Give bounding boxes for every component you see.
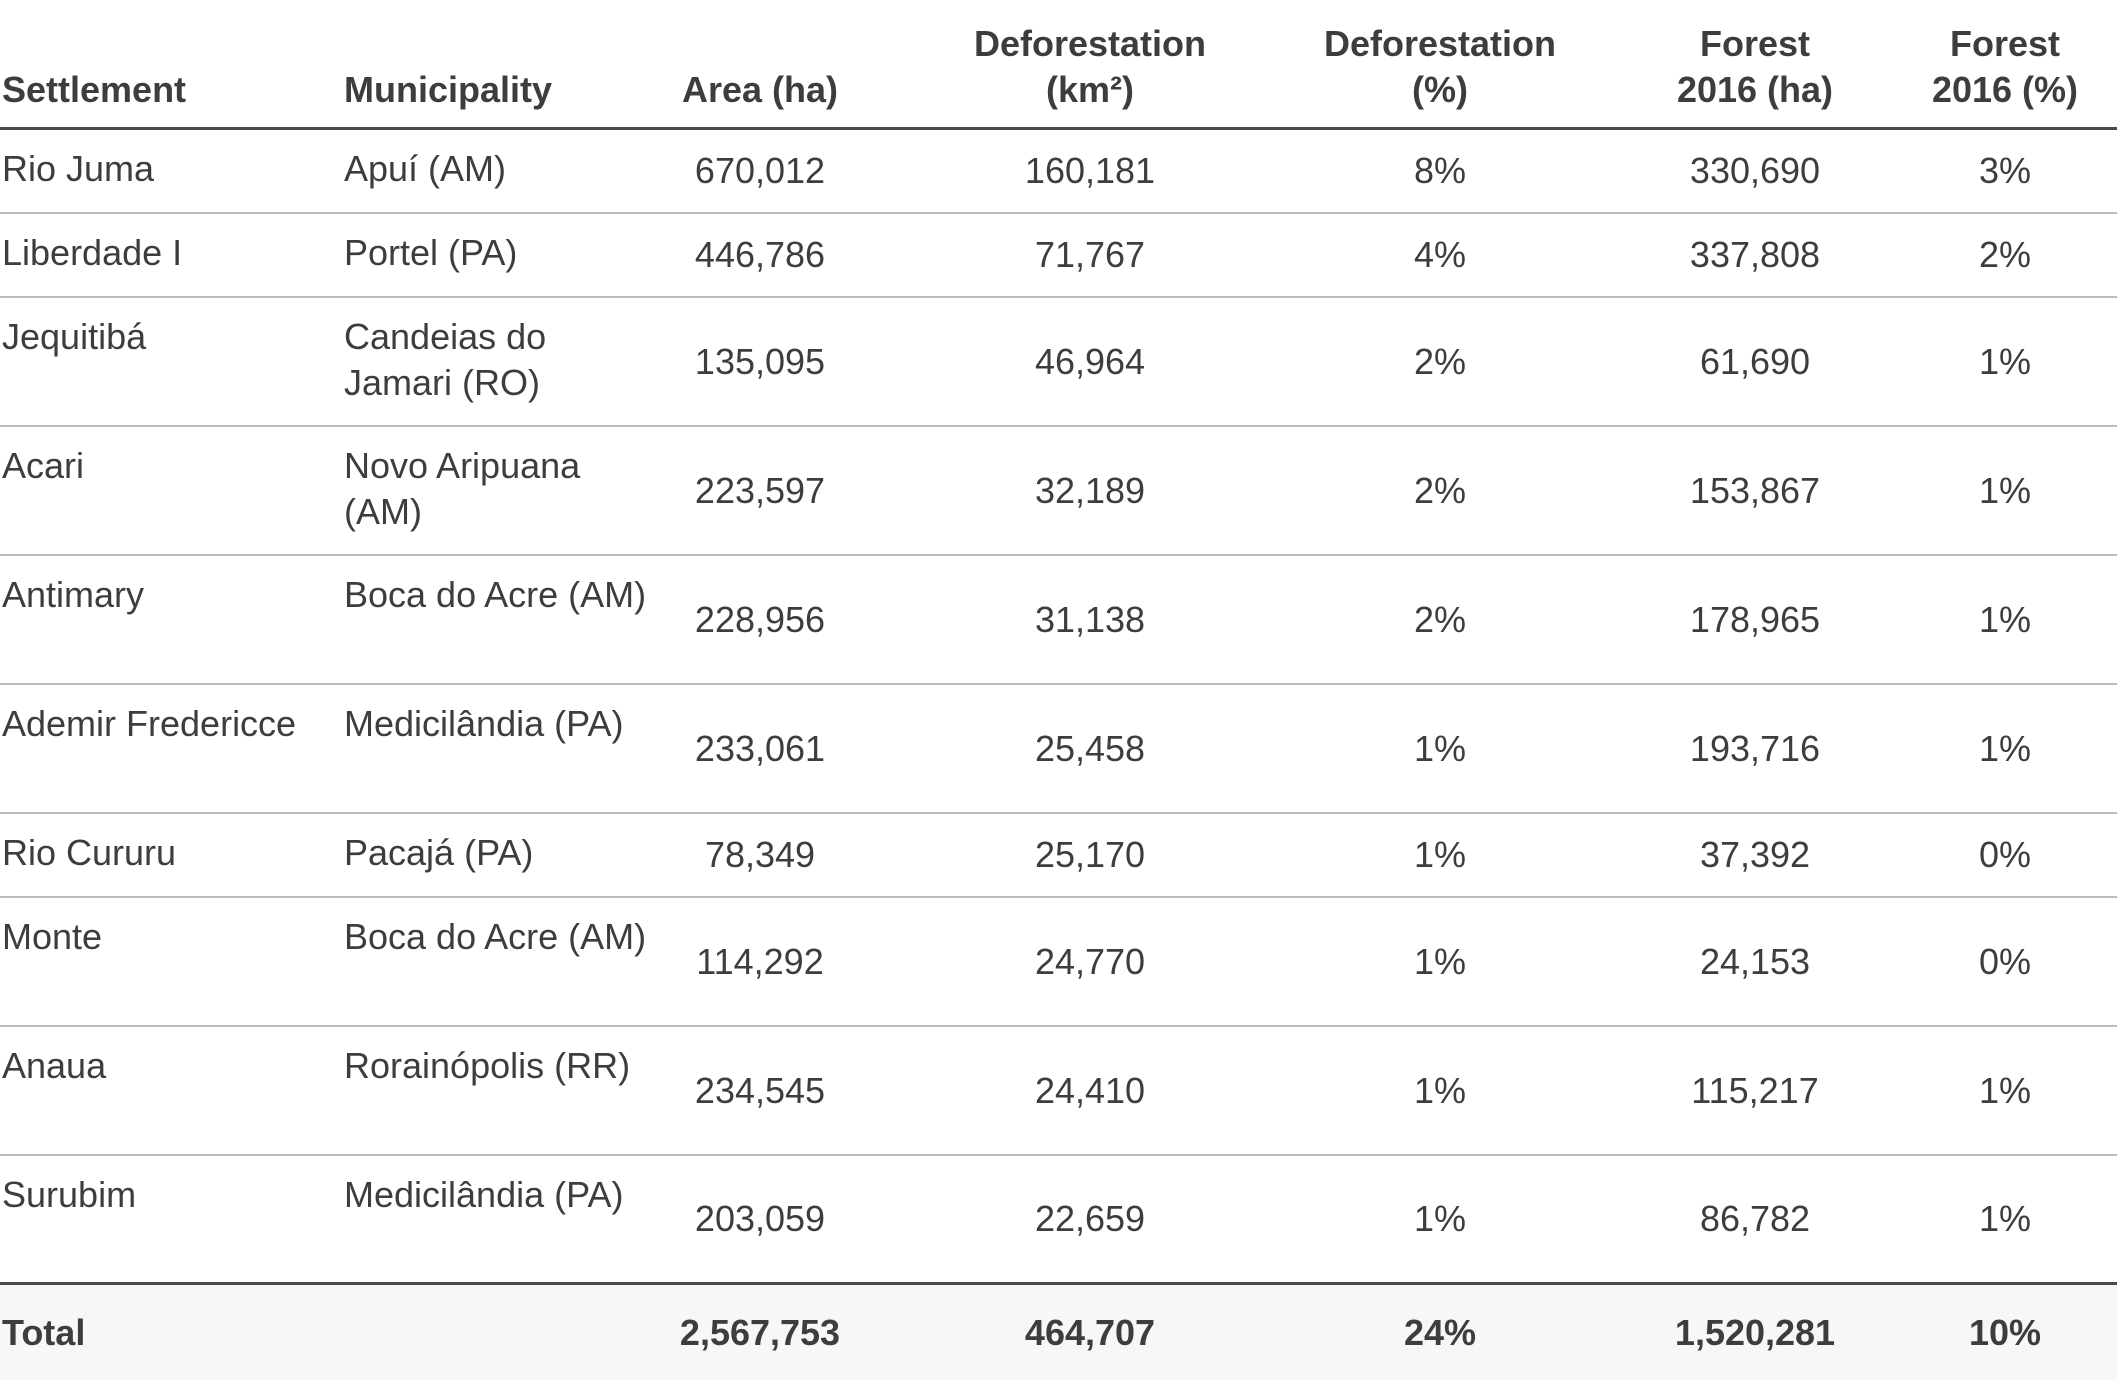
forest-pct-cell: 2% xyxy=(1978,234,2032,275)
deforestation-km2-cell: 25,170 xyxy=(1034,834,1146,875)
forest-ha-cell: 330,690 xyxy=(1689,150,1821,191)
table-row xyxy=(0,214,2117,298)
table-row xyxy=(0,130,2117,214)
deforestation-pct-cell: 1% xyxy=(1413,727,1467,769)
deforestation-pct-cell: 1% xyxy=(1413,1069,1467,1111)
deforestation-km2-cell: 25,458 xyxy=(1034,727,1146,769)
table-row xyxy=(0,298,2117,427)
total-deforestation-pct: 24% xyxy=(1403,1311,1477,1353)
settlement-cell: Jequitibá xyxy=(2,316,147,357)
deforestation-km2-cell: 24,410 xyxy=(1034,1069,1146,1111)
municipality-cell: Novo Aripuana (AM) xyxy=(344,445,581,532)
forest-pct-cell: 0% xyxy=(1978,940,2032,982)
deforestation-km2-cell: 31,138 xyxy=(1034,598,1146,640)
deforestation-pct-cell: 1% xyxy=(1413,834,1467,875)
municipality-cell: Medicilândia (PA) xyxy=(344,1174,624,1215)
table-row xyxy=(0,556,2117,685)
total-forest-ha: 1,520,281 xyxy=(1674,1311,1836,1353)
deforestation-pct-cell: 2% xyxy=(1413,340,1467,382)
settlement-cell: Rio Juma xyxy=(2,148,155,189)
table-row xyxy=(0,427,2117,556)
deforestation-km2-cell: 160,181 xyxy=(1024,150,1156,191)
deforestation-km2-cell: 32,189 xyxy=(1034,469,1146,511)
municipality-cell: Boca do Acre (AM) xyxy=(344,574,647,615)
total-deforestation-km2: 464,707 xyxy=(1024,1311,1156,1353)
municipality-cell: Rorainópolis (RR) xyxy=(344,1045,631,1086)
municipality-cell: Pacajá (PA) xyxy=(344,832,534,873)
table-row xyxy=(0,685,2117,814)
municipality-cell: Medicilândia (PA) xyxy=(344,703,624,744)
settlement-cell: Antimary xyxy=(2,574,145,615)
settlement-cell: Surubim xyxy=(2,1174,137,1215)
forest-ha-cell: 61,690 xyxy=(1699,340,1811,382)
area-cell: 228,956 xyxy=(694,598,826,640)
deforestation-pct-cell: 2% xyxy=(1413,598,1467,640)
deforestation-km2-cell: 46,964 xyxy=(1034,340,1146,382)
deforestation-km2-cell: 22,659 xyxy=(1034,1198,1146,1239)
header-deforestation-pct: Deforestation (%) xyxy=(1323,23,1557,110)
settlement-cell: Monte xyxy=(2,916,103,957)
settlement-cell: Liberdade I xyxy=(2,232,183,273)
area-cell: 223,597 xyxy=(694,469,826,511)
header-deforestation-km2: Deforestation (km²) xyxy=(973,23,1207,110)
forest-pct-cell: 1% xyxy=(1978,598,2032,640)
settlement-cell: Anaua xyxy=(2,1045,107,1086)
forest-ha-cell: 37,392 xyxy=(1699,834,1811,875)
deforestation-pct-cell: 1% xyxy=(1413,940,1467,982)
deforestation-pct-cell: 8% xyxy=(1413,150,1467,191)
deforestation-pct-cell: 2% xyxy=(1413,469,1467,511)
municipality-cell: Apuí (AM) xyxy=(344,148,507,189)
area-cell: 233,061 xyxy=(694,727,826,769)
table-header xyxy=(0,0,2117,130)
header-forest-2016-ha: Forest 2016 (ha) xyxy=(1676,23,1834,110)
forest-ha-cell: 153,867 xyxy=(1689,469,1821,511)
header-forest-2016-pct: Forest 2016 (%) xyxy=(1931,23,2079,110)
forest-ha-cell: 337,808 xyxy=(1689,234,1821,275)
area-cell: 78,349 xyxy=(704,834,816,875)
area-cell: 135,095 xyxy=(694,340,826,382)
municipality-cell: Boca do Acre (AM) xyxy=(344,916,647,957)
municipality-cell: Portel (PA) xyxy=(344,232,518,273)
table-row xyxy=(0,814,2117,898)
forest-pct-cell: 1% xyxy=(1978,340,2032,382)
table-row xyxy=(0,1027,2117,1156)
table-row xyxy=(0,1156,2117,1285)
area-cell: 114,292 xyxy=(696,940,824,982)
deforestation-pct-cell: 4% xyxy=(1413,234,1467,275)
total-row xyxy=(0,1285,2117,1380)
forest-ha-cell: 193,716 xyxy=(1689,727,1821,769)
forest-pct-cell: 0% xyxy=(1978,834,2032,875)
area-cell: 446,786 xyxy=(694,234,826,275)
forest-pct-cell: 1% xyxy=(1978,727,2032,769)
forest-pct-cell: 1% xyxy=(1978,1069,2032,1111)
settlement-cell: Ademir Fredericce xyxy=(2,703,297,744)
total-area: 2,567,753 xyxy=(679,1311,841,1353)
municipality-cell: Candeias do Jamari (RO) xyxy=(344,316,547,403)
forest-pct-cell: 3% xyxy=(1978,150,2032,191)
forest-ha-cell: 24,153 xyxy=(1699,940,1811,982)
forest-pct-cell: 1% xyxy=(1978,469,2032,511)
area-cell: 203,059 xyxy=(694,1198,826,1239)
forest-pct-cell: 1% xyxy=(1978,1198,2032,1239)
forest-ha-cell: 178,965 xyxy=(1689,598,1821,640)
header-settlement: Settlement xyxy=(2,69,187,110)
total-label: Total xyxy=(2,1311,86,1353)
settlement-cell: Rio Cururu xyxy=(2,832,177,873)
header-municipality: Municipality xyxy=(344,69,553,110)
deforestation-km2-cell: 24,770 xyxy=(1034,940,1146,982)
forest-ha-cell: 86,782 xyxy=(1699,1198,1811,1239)
area-cell: 670,012 xyxy=(694,150,826,191)
header-area: Area (ha) xyxy=(681,69,839,110)
total-forest-pct: 10% xyxy=(1968,1311,2042,1353)
settlement-cell: Acari xyxy=(2,445,85,486)
deforestation-km2-cell: 71,767 xyxy=(1034,234,1146,275)
area-cell: 234,545 xyxy=(694,1069,826,1111)
table-row xyxy=(0,898,2117,1027)
forest-ha-cell: 115,217 xyxy=(1691,1069,1819,1111)
deforestation-pct-cell: 1% xyxy=(1413,1198,1467,1239)
